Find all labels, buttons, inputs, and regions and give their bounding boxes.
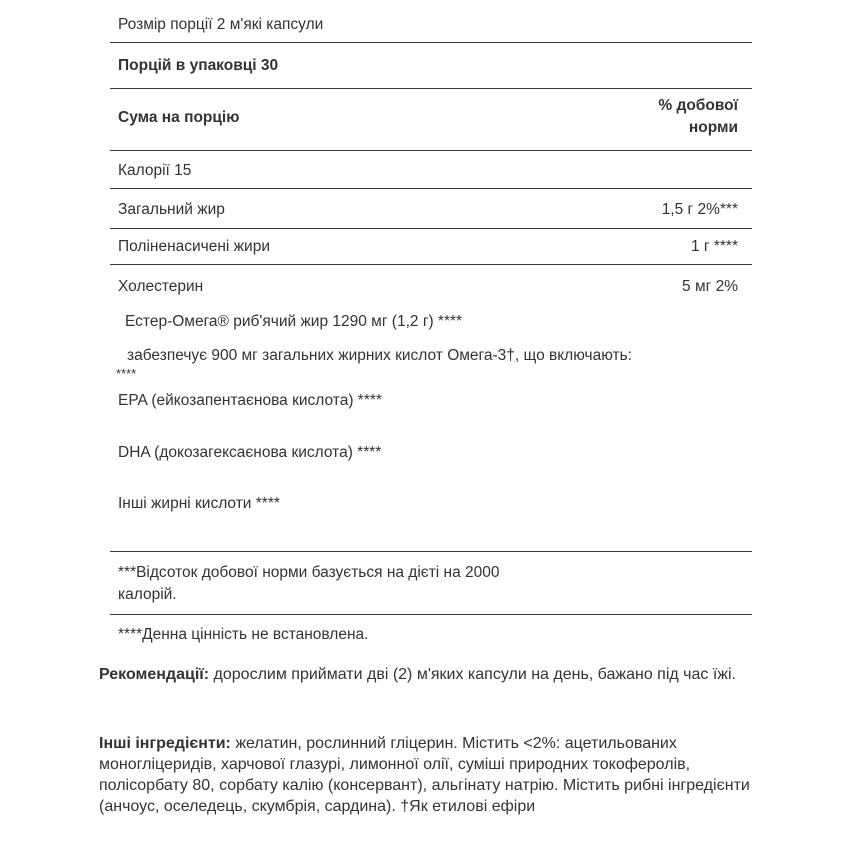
supplement-facts-table — [110, 5, 752, 653]
provides-line-2: **** — [116, 366, 137, 381]
footnote-2-row — [110, 615, 752, 653]
other-fatty-acids: Інші жирні кислоти **** — [118, 495, 280, 512]
provides-line-1: забезпечує 900 мг загальних жирних кислот Омега-3†, що включають: — [127, 347, 632, 364]
daily-value-header: % добової норми — [658, 97, 738, 136]
recommendations-text: дорослим приймати дві (2) м'яких капсули на день, бажано під час їжі. — [209, 666, 736, 683]
recommendations — [99, 664, 759, 685]
calories-row — [110, 151, 752, 189]
total-fat-value: 1,5 г 2%*** — [661, 201, 738, 218]
cholesterol-value: 5 мг 2% — [682, 278, 738, 295]
poly-fat-value: 1 г **** — [690, 238, 738, 255]
calories: Калорії 15 — [118, 162, 192, 179]
total-fat-row — [110, 189, 752, 229]
recommendations-label: Рекомендації: — [99, 666, 210, 683]
total-fat-label: Загальний жир — [118, 201, 225, 218]
footnote-1: ***Відсоток добової норми базується на дієті на 2000 калорій. — [118, 564, 500, 603]
cholesterol-block — [110, 265, 752, 552]
epa: EPA (ейкозапентаєнова кислота) **** — [118, 392, 382, 409]
amount-per-serving-header: Сума на порцію — [118, 109, 240, 126]
other-ingredients — [99, 733, 759, 817]
fish-oil: Естер-Омега® риб'ячий жир 1290 мг (1,2 г) **** — [125, 313, 463, 330]
serving-size: Розмір порції 2 м'які капсули — [118, 16, 324, 33]
other-ingredients-label: Інші інгредієнти: — [99, 735, 231, 752]
servings-per-container: Порцій в упаковці 30 — [118, 57, 279, 74]
other-ingredients-text: желатин, рослинний гліцерин. Містить <2%: ацетильованих моногліцеридів, харчової глазурі, лимонної олії, суміші природних токоферолів, полісорбату 80, сорбату калію (консервант), альгінату натрію. Містить рибні інгредієнти (анчоус, оселедець, скумбрія, сардина). †Як етилові ефіри — [99, 735, 750, 815]
poly-fat-row — [110, 229, 752, 265]
servings-per-container-row — [110, 43, 752, 89]
header-row — [110, 89, 752, 151]
footnote-1-row — [110, 552, 752, 615]
dha: DHA (докозагексаєнова кислота) **** — [118, 444, 382, 461]
cholesterol-label: Холестерин — [118, 278, 204, 295]
footnote-2: ****Денна цінність не встановлена. — [118, 626, 369, 643]
serving-size-row — [110, 5, 752, 43]
poly-fat-label: Поліненасичені жири — [118, 238, 270, 255]
